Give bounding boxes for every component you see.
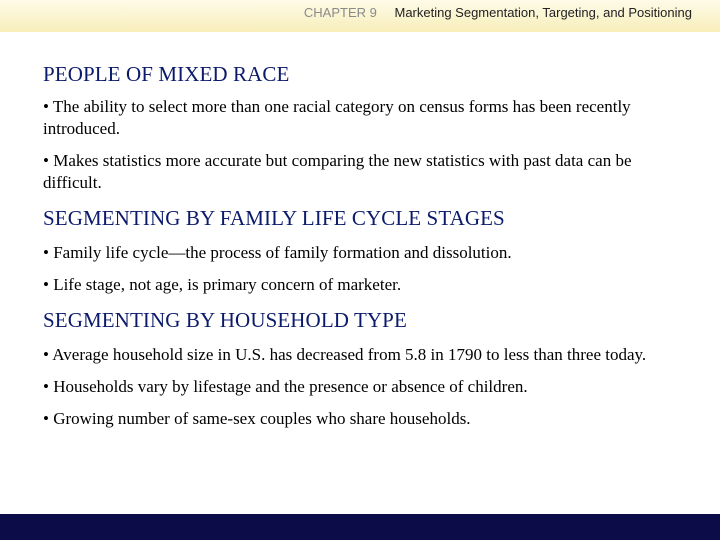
section-mixed-race — [43, 60, 683, 194]
bullet-item: • Growing number of same-sex couples who share households. — [43, 409, 471, 428]
footer-bar — [0, 514, 720, 540]
chapter-title: Marketing Segmentation, Targeting, and Positioning — [394, 5, 692, 20]
bullet-item: • Average household size in U.S. has decreased from 5.8 in 1790 to less than three today. — [43, 345, 647, 364]
bullet-item: • The ability to select more than one racial category on census forms has been recently introduced. — [43, 97, 631, 138]
section-family-life-cycle — [43, 204, 683, 296]
section-heading: SEGMENTING BY FAMILY LIFE CYCLE STAGES — [43, 206, 505, 230]
header-band — [0, 0, 720, 32]
bullet-item: • Life stage, not age, is primary concern of marketer. — [43, 275, 402, 294]
chapter-label: CHAPTER 9 — [303, 5, 377, 20]
section-heading: SEGMENTING BY HOUSEHOLD TYPE — [43, 308, 407, 332]
bullet-item: • Makes statistics more accurate but comparing the new statistics with past data can be difficult. — [43, 151, 632, 192]
section-heading: PEOPLE OF MIXED RACE — [43, 62, 290, 86]
bullet-item: • Family life cycle—the process of family formation and dissolution. — [43, 243, 512, 262]
section-household-type — [43, 306, 683, 430]
running-header — [304, 5, 692, 20]
bullet-item: • Households vary by lifestage and the presence or absence of children. — [43, 377, 528, 396]
slide-content — [43, 60, 683, 440]
